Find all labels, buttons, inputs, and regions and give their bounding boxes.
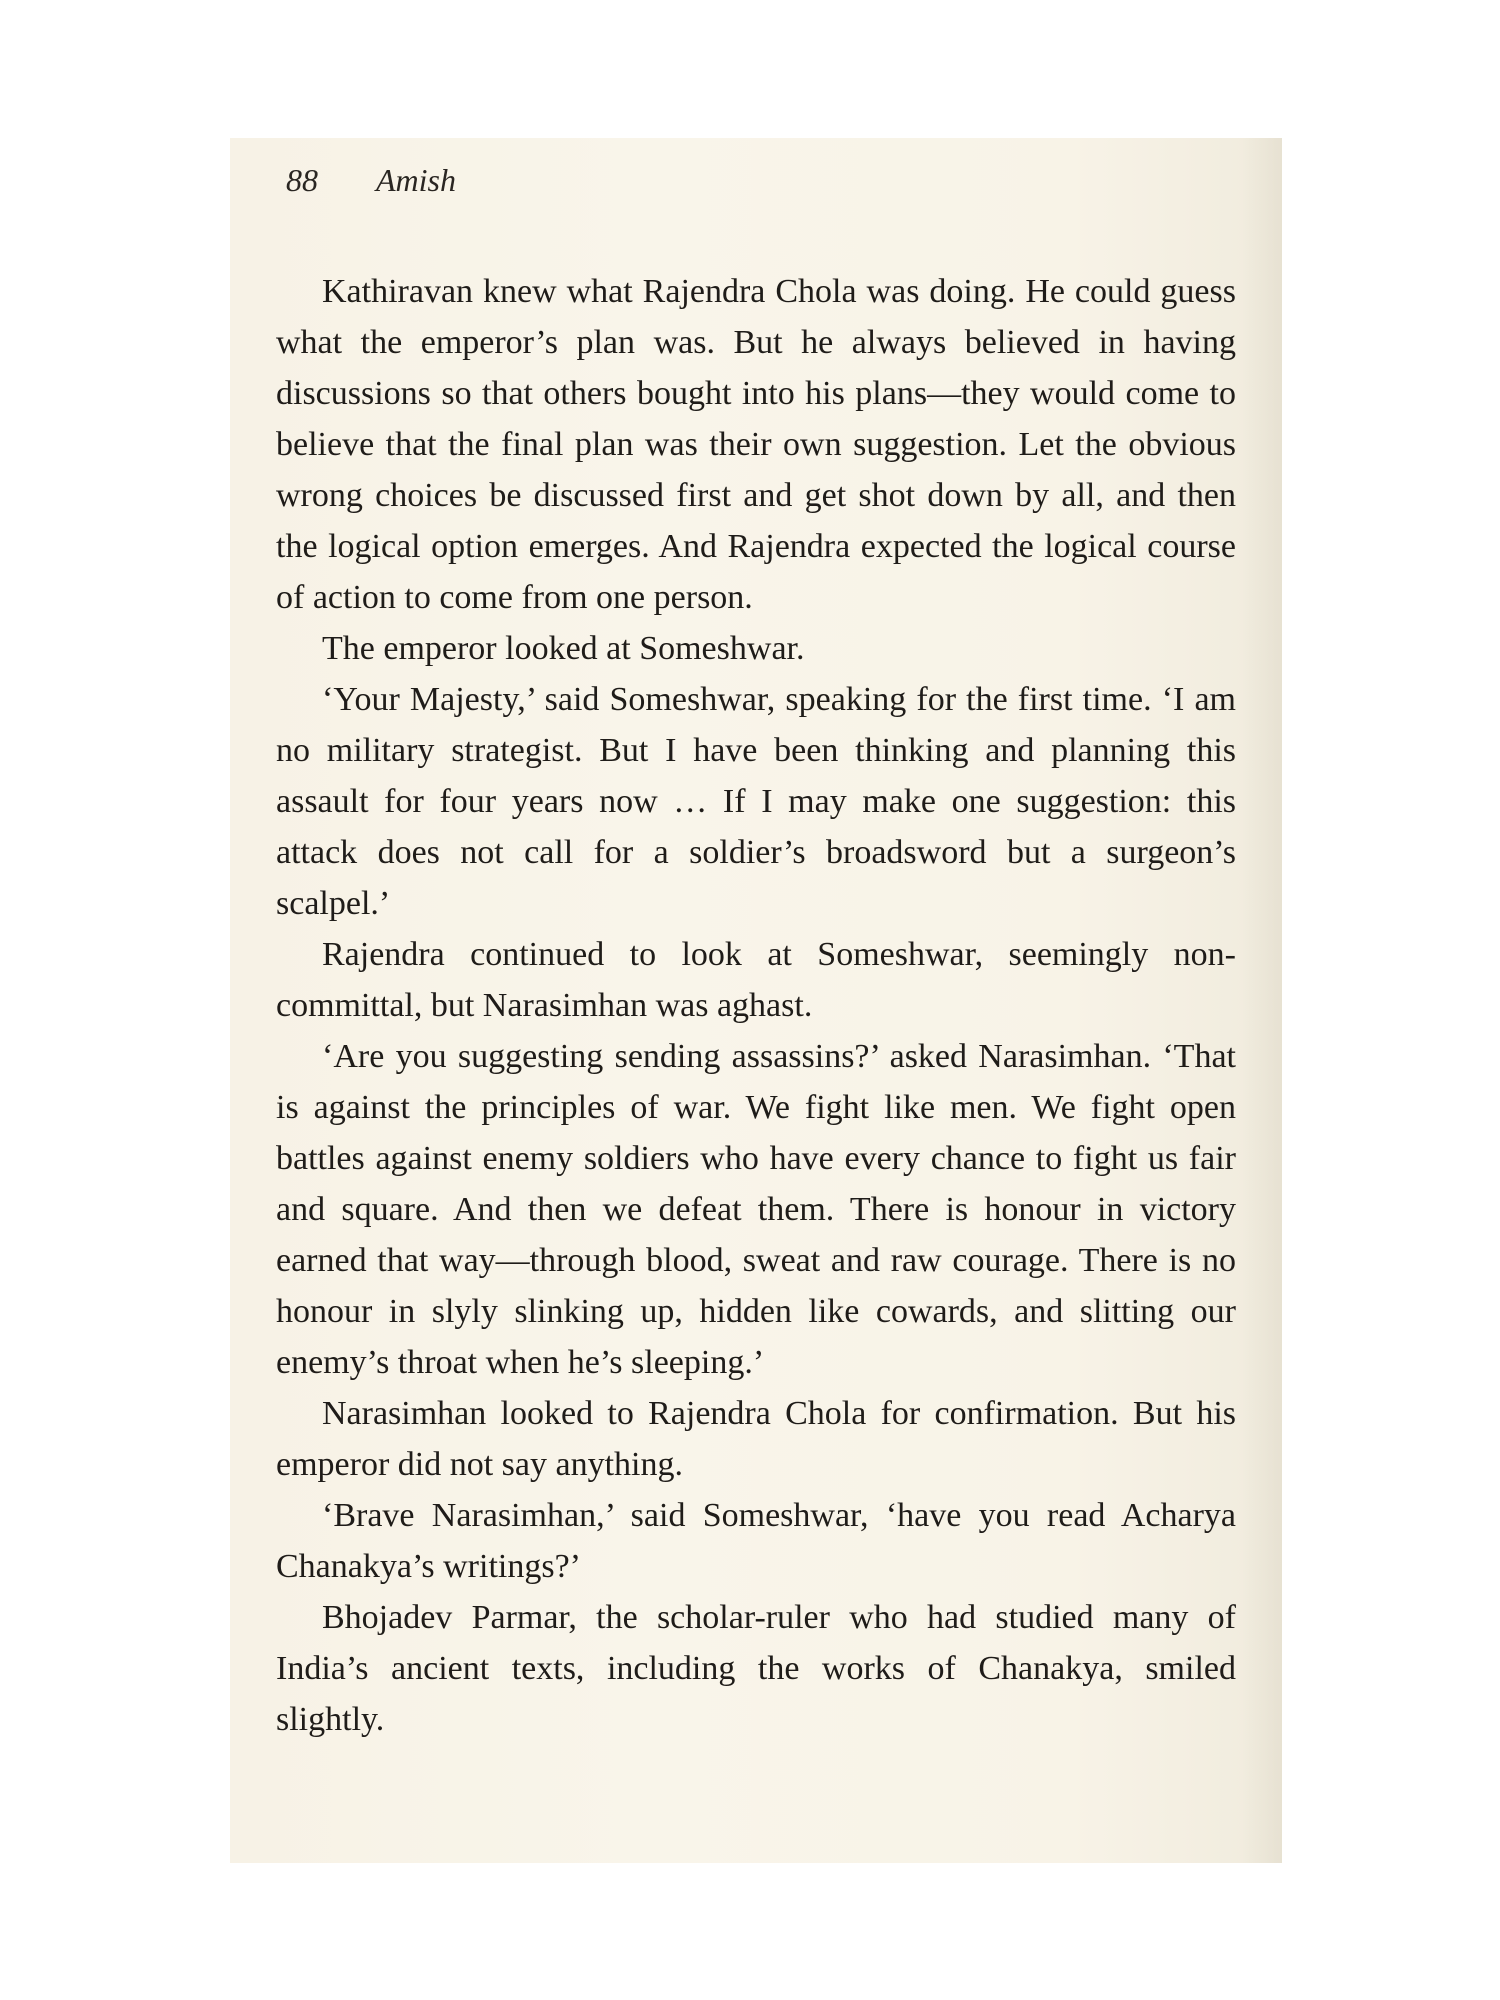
body-text	[276, 266, 1236, 1745]
paragraph: ‘Are you suggesting sending assassins?’ asked Narasimhan. ‘That is against the principles of war. We fight like men. We fight open battles against enemy soldiers who have every chance to fight us fair and square. And then we defeat them. There is honour in victory earned that way—through blood, sweat and raw courage. There is no honour in slyly slinking up, hidden like cowards, and slitting our enemy’s throat when he’s sleeping.’	[276, 1038, 1236, 1381]
running-head	[286, 162, 456, 199]
paragraph: The emperor looked at Someshwar.	[322, 630, 805, 667]
paragraph: ‘Your Majesty,’ said Someshwar, speaking for the first time. ‘I am no military strategist. But I have been thinking and planning this assault for four years now … If I may make one suggestion: this attack does not call for a soldier’s broadsword but a surgeon’s scalpel.’	[276, 681, 1236, 922]
page-number: 88	[286, 162, 318, 198]
paragraph: ‘Brave Narasimhan,’ said Someshwar, ‘have you read Acharya Chanakya’s writings?’	[276, 1497, 1236, 1585]
paragraph: Rajendra continued to look at Someshwar, seemingly non-committal, but Narasimhan was aghast.	[276, 936, 1236, 1024]
paragraph: Bhojadev Parmar, the scholar-ruler who had studied many of India’s ancient texts, including the works of Chanakya, smiled slightly.	[276, 1599, 1236, 1738]
paragraph: Kathiravan knew what Rajendra Chola was doing. He could guess what the emperor’s plan was. But he always believed in having discussions so that others bought into his plans—they would come to believe that the final plan was their own suggestion. Let the obvious wrong choices be discussed first and get shot down by all, and then the logical option emerges. And Rajendra expected the logical course of action to come from one person.	[276, 273, 1236, 616]
author-name: Amish	[376, 162, 456, 198]
page-edge-shadow	[1242, 138, 1282, 1863]
book-page	[230, 138, 1282, 1863]
paragraph: Narasimhan looked to Rajendra Chola for confirmation. But his emperor did not say anything.	[276, 1395, 1236, 1483]
